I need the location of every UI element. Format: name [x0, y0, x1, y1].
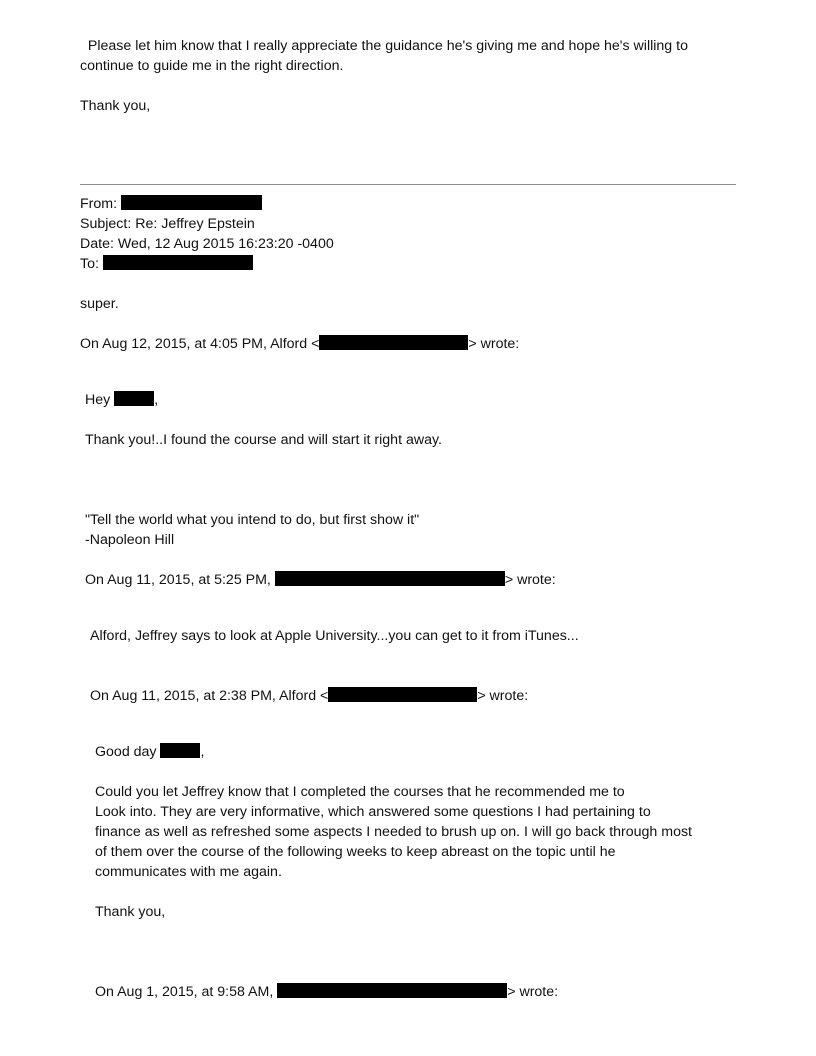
from-label: From: — [80, 196, 118, 212]
redaction-block — [328, 687, 477, 702]
redaction-block — [121, 195, 262, 210]
quote3-body-line: finance as well as refreshed some aspects I needed to brush up on. I will go back through most — [95, 824, 692, 840]
quote3-body-line: of them over the course of the following weeks to keep abreast on the topic until he — [95, 844, 616, 860]
redaction-block — [275, 571, 505, 586]
intro-line-1: Please let him know that I really appreciate the guidance he's giving me and hope he's willing to — [87, 38, 688, 54]
reply-body: super. — [80, 296, 119, 312]
quote3-body-line: Look into. They are very informative, which answered some questions I had pertaining to — [95, 804, 651, 820]
quote1-quote: "Tell the world what you intend to do, but first show it" — [85, 512, 420, 528]
quote3-greeting: Good day , — [95, 744, 205, 760]
redaction-block — [160, 743, 200, 758]
to-label: To: — [80, 256, 99, 272]
redaction-block — [114, 391, 154, 406]
header-subject: Subject: Re: Jeffrey Epstein — [80, 216, 255, 232]
quote3-closing: Thank you, — [95, 904, 166, 920]
header-divider — [80, 184, 736, 185]
header-date: Date: Wed, 12 Aug 2015 16:23:20 -0400 — [80, 236, 334, 252]
quote1-attribution: On Aug 12, 2015, at 4:05 PM, Alford < > wrote: — [80, 336, 520, 352]
quote3-body-line: communicates with me again. — [95, 864, 282, 880]
quote1-quote-author: -Napoleon Hill — [85, 532, 175, 548]
redaction-block — [277, 983, 507, 998]
header-from — [80, 194, 262, 214]
quote3-body-line: Could you let Jeffrey know that I completed the courses that he recommended me to — [95, 784, 625, 800]
quote3-attribution: On Aug 11, 2015, at 2:38 PM, Alford < > wrote: — [90, 688, 529, 704]
quote2-attribution: On Aug 11, 2015, at 5:25 PM, > wrote: — [85, 572, 556, 588]
redaction-block — [103, 255, 253, 270]
quote4-attribution: On Aug 1, 2015, at 9:58 AM, > wrote: — [95, 984, 559, 1000]
header-to — [80, 254, 253, 274]
quote1-greeting: Hey , — [85, 392, 159, 408]
quote2-body: Alford, Jeffrey says to look at Apple University...you can get to it from iTunes... — [90, 628, 579, 644]
redaction-block — [319, 335, 468, 350]
intro-closing: Thank you, — [80, 98, 151, 114]
intro-line-2: continue to guide me in the right direction. — [80, 58, 344, 74]
quote1-body: Thank you!..I found the course and will start it right away. — [85, 432, 442, 448]
